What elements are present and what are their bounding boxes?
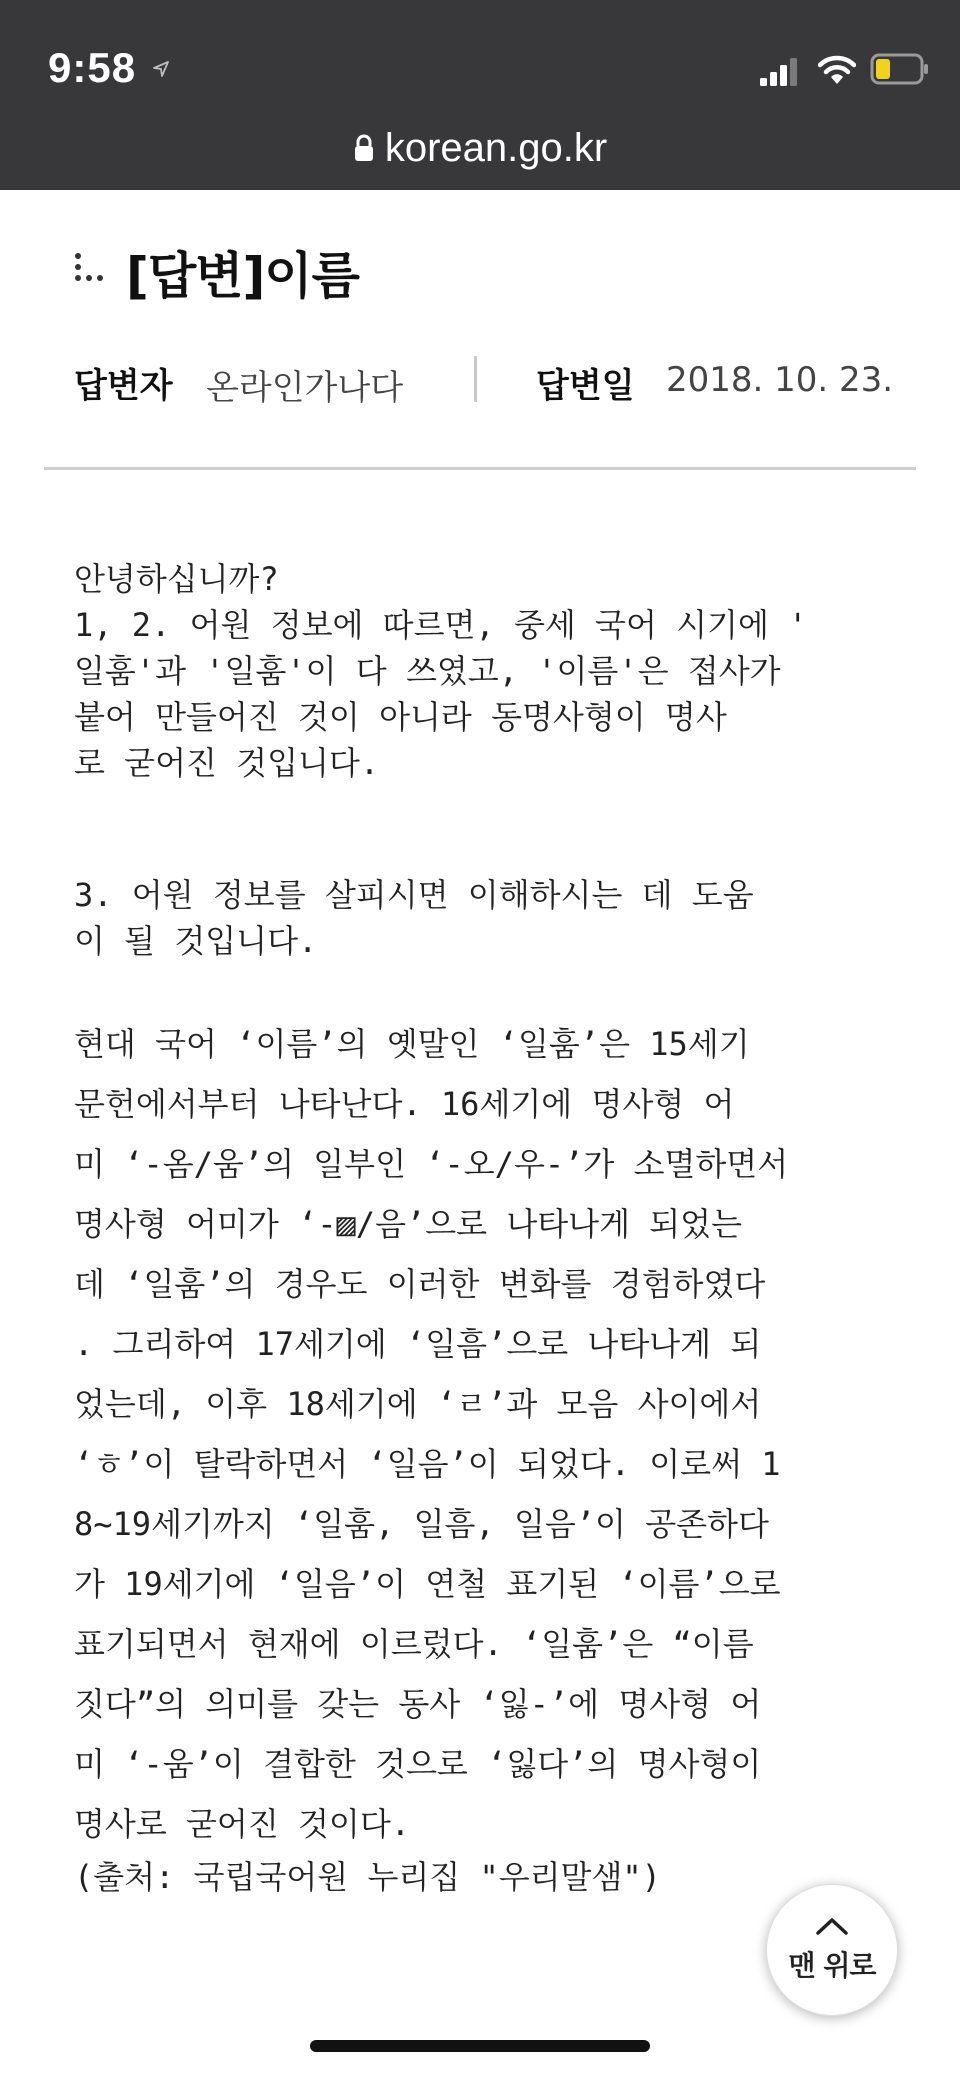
cellular-signal-icon (760, 58, 800, 86)
post-meta (74, 350, 914, 410)
header-divider (44, 467, 916, 470)
home-indicator[interactable] (310, 2040, 650, 2052)
page-title: [답변]이름 (126, 247, 359, 305)
browser-top-bar (0, 0, 960, 190)
back-to-top-label: 맨 위로 (788, 1949, 876, 1982)
lock-icon (353, 134, 375, 162)
answerer-name: 온라인가나다 (206, 368, 404, 408)
answer-paragraph-1: 안녕하십니까? 1, 2. 어원 정보에 따르면, 중세 국어 시기에 ' 일훔'과 '일훔'이 다 쓰였고, '이름'은 접사가 붙어 만들어진 것이 아니라 동명사형이 명사 로 굳어진 것입니다. (74, 560, 808, 782)
status-time: 9:58 (48, 44, 137, 91)
etymology-quote: 현대 국어 ‘이름’의 옛말인 ‘일훔’은 15세기 문헌에서부터 나타난다. 16세기에 명사형 어 미 ‘-옴/움’의 일부인 ‘-오/우-’가 소멸하면서 명사형 어미가 ‘-▨/음’으로 나타나게 되었는 데 ‘일훔’의 경우도 이러한 변화를 경험하였다 . 그리하여 17세기에 ‘일흠’으로 나타나게 되 었는데, 이후 18세기에 ‘ㄹ’과 모음 사이에서 ‘ㅎ’이 탈락하면서 ‘일음’이 되었다. 이로써 1 8~19세기까지 ‘일훔, 일흠, 일음’이 공존하다 가 19세기에 ‘일음’이 연철 표기된 ‘이름’으로 표기되면서 현재에 이르렀다. ‘일훔’은 “이름 짓다”의 의미를 갖는 동사 ‘잃-’에 명사형 어 미 ‘-움’이 결합한 것으로 ‘잃다’의 명사형이 명사로 굳어진 것이다. (74, 1025, 789, 1843)
answer-paragraph-2: 3. 어원 정보를 살피시면 이해하시는 데 도움 이 될 것입니다. (74, 876, 754, 960)
caret-up-icon (815, 1916, 849, 1936)
back-to-top-button[interactable] (766, 1884, 898, 2016)
answer-date-label: 답변일 (536, 366, 635, 406)
url-text[interactable]: korean.go.kr (384, 125, 608, 170)
location-arrow-icon (152, 60, 170, 78)
source-citation: (출처: 국립국어원 누리집 "우리말샘") (74, 1858, 661, 1896)
address-bar[interactable] (0, 120, 960, 176)
wifi-icon (818, 54, 856, 86)
battery-low-icon (870, 52, 930, 86)
list-dots-icon (74, 252, 108, 292)
answer-date: 2018. 10. 23. (666, 360, 894, 400)
post-title-row (74, 232, 359, 312)
meta-divider (474, 356, 477, 402)
answerer-label: 답변자 (74, 366, 173, 406)
